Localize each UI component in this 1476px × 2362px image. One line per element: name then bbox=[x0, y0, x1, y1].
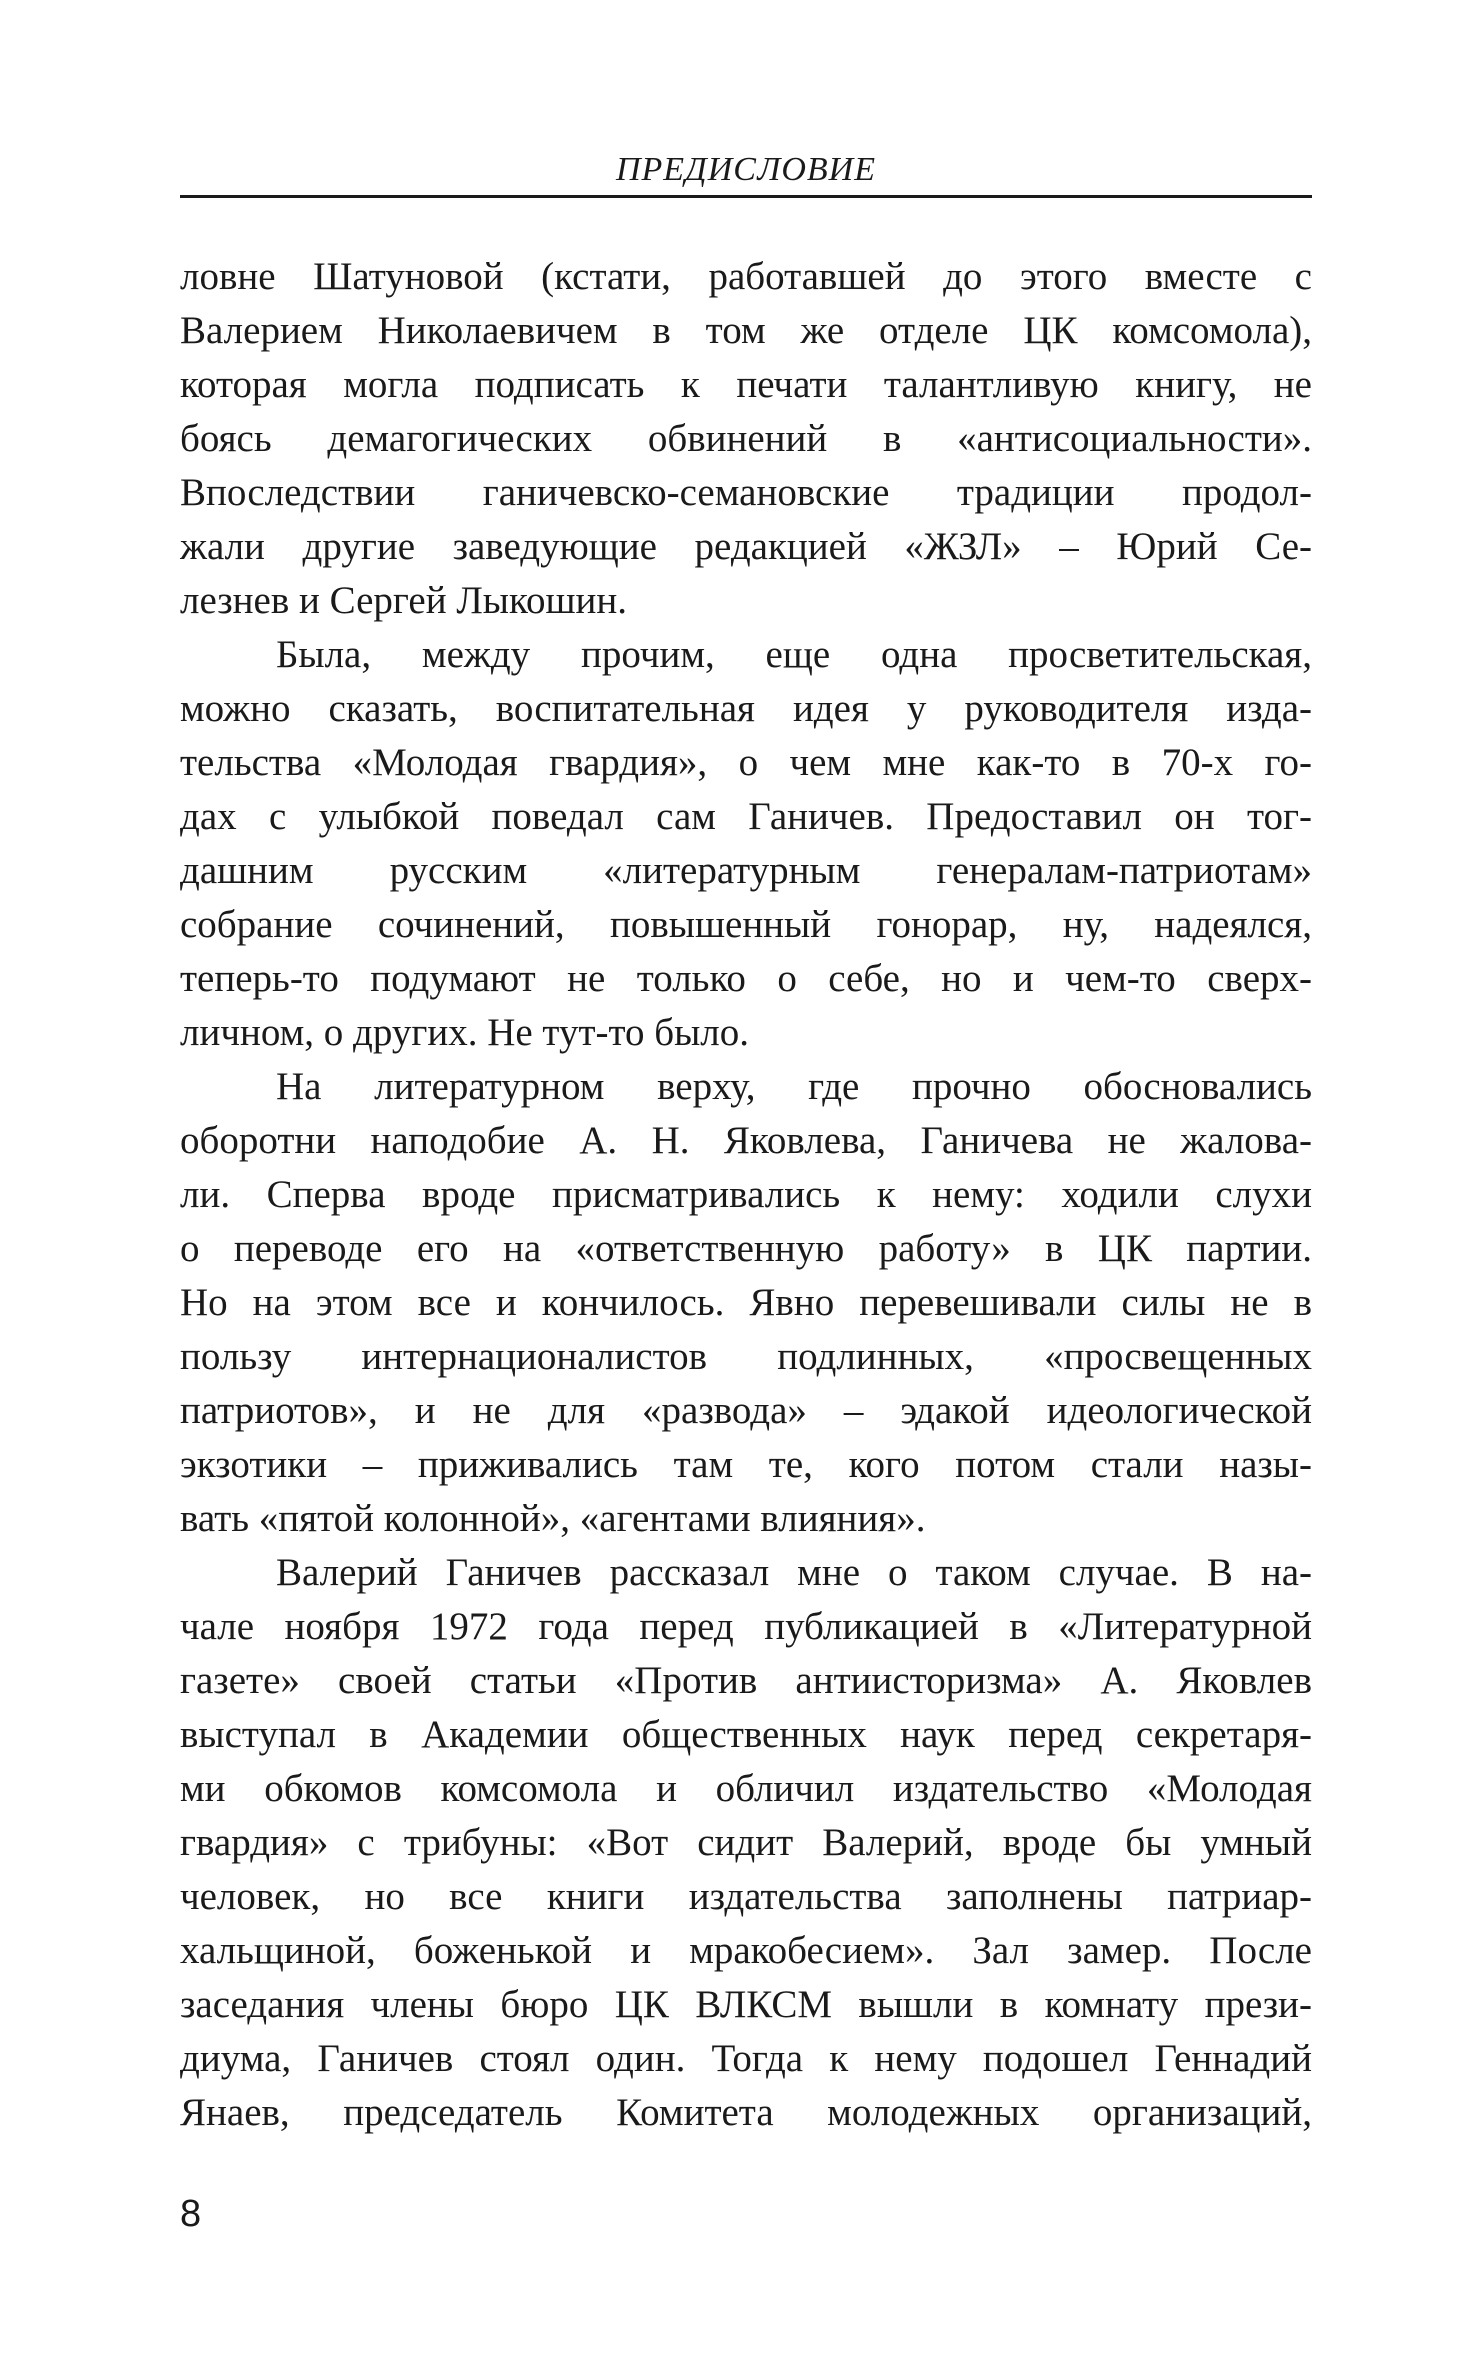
paragraph bbox=[180, 628, 1312, 1060]
text-line: гвардия» с трибуны: «Вот сидит Валерий, вроде бы умный bbox=[180, 1821, 1312, 1864]
text-line: хальщиной, боженькой и мракобесием». Зал замер. После bbox=[180, 1929, 1312, 1972]
text-line: можно сказать, воспитательная идея у руководителя изда- bbox=[180, 687, 1312, 730]
text-line: ли. Сперва вроде присматривались к нему: ходили слухи bbox=[180, 1173, 1312, 1216]
paragraph bbox=[180, 1060, 1312, 1546]
header-divider bbox=[180, 195, 1312, 198]
text-line: ловне Шатуновой (кстати, работавшей до этого вместе с bbox=[180, 255, 1312, 298]
text-line: газете» своей статьи «Против антиисторизма» А. Яковлев bbox=[180, 1659, 1312, 1702]
text-line: человек, но все книги издательства заполнены патриар- bbox=[180, 1875, 1312, 1918]
text-line: дах с улыбкой поведал сам Ганичев. Предоставил он тог- bbox=[180, 795, 1312, 838]
running-head: ПРЕДИСЛОВИЕ bbox=[615, 151, 877, 188]
body-text bbox=[180, 250, 1312, 2140]
text-line: вать «пятой колонной», «агентами влияния». bbox=[180, 1497, 926, 1540]
text-line: личном, о других. Не тут-то было. bbox=[180, 1011, 750, 1054]
text-line: диума, Ганичев стоял один. Тогда к нему подошел Геннадий bbox=[180, 2037, 1312, 2080]
text-line: лезнев и Сергей Лыкошин. bbox=[180, 579, 627, 622]
text-line: Впоследствии ганичевско-семановские традиции продол- bbox=[180, 471, 1312, 514]
text-line: жали другие заведующие редакцией «ЖЗЛ» – Юрий Се- bbox=[180, 525, 1312, 568]
text-line: чале ноября 1972 года перед публикацией в «Литературной bbox=[180, 1605, 1312, 1648]
text-line: экзотики – приживались там те, кого потом стали назы- bbox=[180, 1443, 1312, 1486]
text-line: собрание сочинений, повышенный гонорар, ну, надеялся, bbox=[180, 903, 1312, 946]
text-line: На литературном верху, где прочно обосновались bbox=[276, 1065, 1312, 1108]
text-line: Но на этом все и кончилось. Явно перевешивали силы не в bbox=[180, 1281, 1312, 1324]
text-line: дашним русским «литературным генералам-патриотам» bbox=[180, 849, 1312, 892]
text-line: Была, между прочим, еще одна просветительская, bbox=[276, 633, 1312, 676]
text-line: Валерием Николаевичем в том же отделе ЦК комсомола), bbox=[180, 309, 1312, 352]
text-line: теперь-то подумают не только о себе, но и чем-то сверх- bbox=[180, 957, 1312, 1000]
text-line: боясь демагогических обвинений в «антисоциальности». bbox=[180, 417, 1312, 460]
text-line: выступал в Академии общественных наук перед секретаря- bbox=[180, 1713, 1312, 1756]
text-line: патриотов», и не для «развода» – эдакой идеологической bbox=[180, 1389, 1312, 1432]
paragraph bbox=[180, 250, 1312, 628]
text-line: ми обкомов комсомола и обличил издательство «Молодая bbox=[180, 1767, 1312, 1810]
text-line: Валерий Ганичев рассказал мне о таком случае. В на- bbox=[276, 1551, 1312, 1594]
text-line: которая могла подписать к печати талантливую книгу, не bbox=[180, 363, 1312, 406]
page-number: 8 bbox=[180, 2193, 202, 2235]
text-line: заседания члены бюро ЦК ВЛКСМ вышли в комнату прези- bbox=[180, 1983, 1312, 2026]
paragraph bbox=[180, 1546, 1312, 2140]
text-line: Янаев, председатель Комитета молодежных организаций, bbox=[180, 2091, 1312, 2134]
text-line: о переводе его на «ответственную работу» в ЦК партии. bbox=[180, 1227, 1312, 1270]
text-line: тельства «Молодая гвардия», о чем мне как-то в 70-х го- bbox=[180, 741, 1312, 784]
text-line: пользу интернационалистов подлинных, «просвещенных bbox=[180, 1335, 1312, 1378]
text-line: оборотни наподобие А. Н. Яковлева, Ганичева не жалова- bbox=[180, 1119, 1312, 1162]
